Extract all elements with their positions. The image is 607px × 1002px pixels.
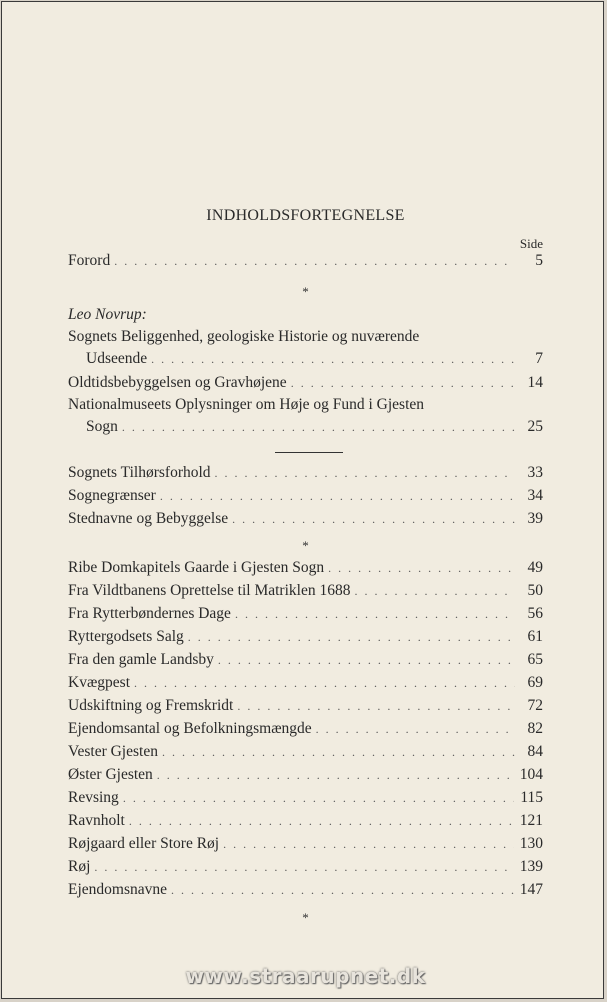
page-title: INDHOLDSFORTEGNELSE	[206, 207, 405, 224]
entry-page: 34	[527, 487, 543, 504]
author-heading: Leo Novrup:	[68, 306, 147, 323]
dot-leader	[223, 833, 514, 855]
entry-page: 56	[527, 605, 543, 622]
toc-entry-forord	[68, 250, 543, 272]
toc-entry	[68, 462, 543, 484]
entry-page: 5	[535, 252, 543, 269]
toc-entry	[68, 764, 543, 786]
entry-title: Stednavne og Bebyggelse	[68, 510, 229, 527]
entry-title: Røj	[68, 858, 91, 875]
entry-title: Udskiftning og Fremskridt	[68, 697, 234, 714]
entry-page: 147	[519, 881, 543, 898]
dot-leader	[291, 372, 515, 394]
entry-title: Sogn	[86, 418, 118, 435]
toc-entry	[68, 879, 543, 901]
dot-leader	[235, 603, 515, 625]
dot-leader	[123, 787, 515, 809]
entry-title: Fra Vildtbanens Oprettelse til Matriklen 1688	[68, 582, 351, 599]
dot-leader	[151, 348, 515, 370]
dot-leader	[122, 416, 515, 438]
dot-leader	[218, 649, 515, 671]
entry-page: 84	[527, 743, 543, 760]
section-rule	[275, 452, 343, 453]
entry-page: 121	[519, 812, 543, 829]
entry-page: 33	[527, 464, 543, 481]
entry-title: Vester Gjesten	[68, 743, 158, 760]
entry-page: 25	[527, 418, 543, 435]
dot-leader	[316, 718, 515, 740]
toc-entry	[68, 672, 543, 694]
page-frame	[1, 1, 604, 999]
entry-page: 65	[527, 651, 543, 668]
toc-entry	[68, 787, 543, 809]
watermark-text: www.straarupnet.dk	[185, 964, 426, 988]
toc-entry	[68, 626, 543, 648]
toc-entry-udseende	[68, 348, 543, 370]
dot-leader	[162, 741, 515, 763]
toc-entry	[68, 603, 543, 625]
entry-page: 49	[527, 559, 543, 576]
entry-title: Ryttergodsets Salg	[68, 628, 184, 645]
section-separator: *	[302, 284, 309, 299]
entry-page: 139	[519, 858, 543, 875]
dot-leader	[215, 462, 515, 484]
toc-entry	[68, 741, 543, 763]
dot-leader	[94, 856, 513, 878]
section-separator: *	[302, 538, 309, 553]
entry-page: 130	[519, 835, 543, 852]
entry-title: Forord	[68, 252, 111, 269]
entry-title: Sognegrænser	[68, 487, 156, 504]
entry-page: 72	[527, 697, 543, 714]
dot-leader	[171, 879, 514, 901]
dot-leader	[237, 695, 515, 717]
toc-entry	[68, 810, 543, 832]
entry-page: 39	[527, 510, 543, 527]
dot-leader	[232, 508, 515, 530]
entry-title: Sognets Tilhørsforhold	[68, 464, 211, 481]
dot-leader	[157, 764, 514, 786]
dot-leader	[188, 626, 515, 648]
section-separator: *	[302, 910, 309, 925]
entry-page: 61	[527, 628, 543, 645]
toc-entry	[68, 557, 543, 579]
toc-entry	[68, 856, 543, 878]
dot-leader	[160, 485, 515, 507]
entry-page: 50	[527, 582, 543, 599]
entry-page: 82	[527, 720, 543, 737]
toc-entry	[68, 695, 543, 717]
entry-title: Ejendomsantal og Befolkningsmængde	[68, 720, 312, 737]
entry-title: Røjgaard eller Store Røj	[68, 835, 220, 852]
entry-page: 14	[527, 374, 543, 391]
toc-entry	[68, 508, 543, 530]
entry-page: 7	[535, 350, 543, 367]
toc-entry-line: Sognets Beliggenhed, geologiske Historie og nuværende	[68, 328, 420, 345]
toc-entry	[68, 718, 543, 740]
toc-entry	[68, 649, 543, 671]
dot-leader	[328, 557, 515, 579]
entry-title: Ravnholt	[68, 812, 125, 829]
entry-title: Udseende	[86, 350, 148, 367]
entry-title: Ribe Domkapitels Gaarde i Gjesten Sogn	[68, 559, 325, 576]
entry-title: Fra den gamle Landsby	[68, 651, 214, 668]
entry-title: Revsing	[68, 789, 119, 806]
entry-page: 104	[519, 766, 543, 783]
entry-title: Fra Rytterbøndernes Dage	[68, 605, 231, 622]
side-column-label: Side	[519, 236, 543, 251]
entry-page: 115	[520, 789, 543, 806]
dot-leader	[134, 672, 515, 694]
entry-page: 69	[527, 674, 543, 691]
toc-entry	[68, 580, 543, 602]
toc-entry-sogn	[68, 416, 543, 438]
toc-entry	[68, 485, 543, 507]
toc-entry-oldtid	[68, 372, 543, 394]
dot-leader	[129, 810, 514, 832]
entry-title: Øster Gjesten	[68, 766, 153, 783]
dot-leader	[114, 250, 515, 272]
toc-entry-line: Nationalmuseets Oplysninger om Høje og Fund i Gjesten	[68, 396, 425, 413]
toc-entry	[68, 833, 543, 855]
entry-title: Kvægpest	[68, 674, 130, 691]
entry-title: Ejendomsnavne	[68, 881, 168, 898]
entry-title: Oldtidsbebyggelsen og Gravhøjene	[68, 374, 287, 391]
dot-leader	[354, 580, 515, 602]
